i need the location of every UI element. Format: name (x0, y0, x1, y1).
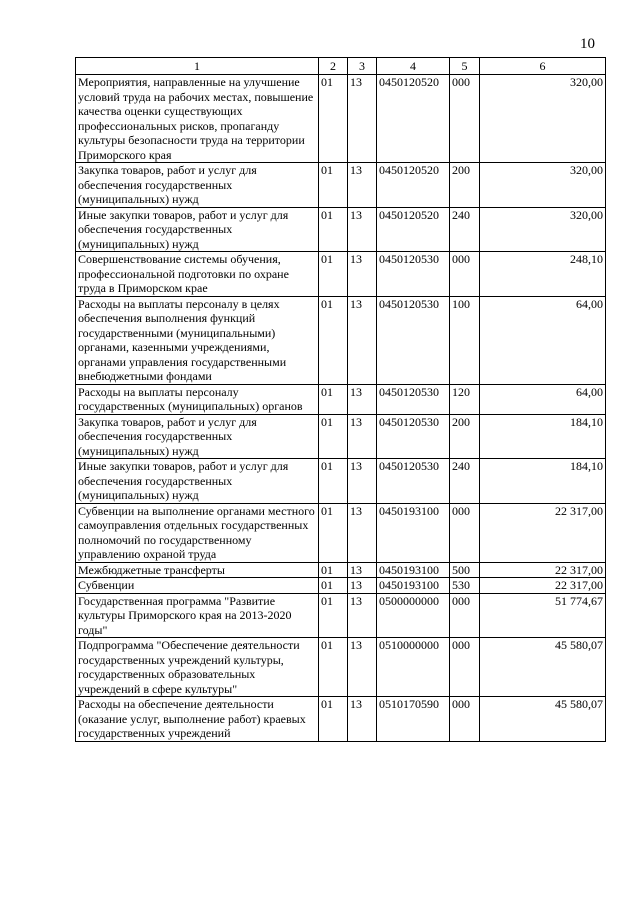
row-amount: 64,00 (480, 296, 606, 384)
row-amount: 184,10 (480, 414, 606, 459)
row-section: 01 (319, 75, 348, 163)
row-amount: 22 317,00 (480, 578, 606, 594)
table-row (76, 75, 606, 163)
row-section: 01 (319, 593, 348, 638)
table-row (76, 697, 606, 742)
row-amount: 320,00 (480, 163, 606, 208)
row-target-article: 0510000000 (377, 638, 450, 697)
table-row (76, 562, 606, 578)
row-name: Субвенции (76, 578, 319, 594)
table-body (76, 75, 606, 742)
row-name: Расходы на выплаты персоналу государственных (муниципальных) органов (76, 384, 319, 414)
row-expense-type: 000 (450, 75, 480, 163)
row-section: 01 (319, 459, 348, 504)
table-row (76, 207, 606, 252)
row-subsection: 13 (348, 163, 377, 208)
row-subsection: 13 (348, 503, 377, 562)
header-row (76, 58, 606, 75)
row-section: 01 (319, 163, 348, 208)
row-section: 01 (319, 252, 348, 297)
table-row (76, 296, 606, 384)
row-name: Закупка товаров, работ и услуг для обеспечения государственных (муниципальных) нужд (76, 414, 319, 459)
row-target-article: 0450120520 (377, 207, 450, 252)
page-number: 10 (580, 36, 595, 52)
row-subsection: 13 (348, 296, 377, 384)
row-expense-type: 240 (450, 207, 480, 252)
row-expense-type: 000 (450, 638, 480, 697)
row-section: 01 (319, 578, 348, 594)
row-target-article: 0450120530 (377, 414, 450, 459)
row-section: 01 (319, 414, 348, 459)
row-expense-type: 000 (450, 593, 480, 638)
row-name: Расходы на выплаты персоналу в целях обеспечения выполнения функций государственными (муниципальными) органами, казенными учреждениями, органами управления государственными внебюджетными фондами (76, 296, 319, 384)
header-col-3: 3 (348, 58, 377, 75)
row-amount: 320,00 (480, 75, 606, 163)
row-expense-type: 100 (450, 296, 480, 384)
row-name: Закупка товаров, работ и услуг для обеспечения государственных (муниципальных) нужд (76, 163, 319, 208)
row-target-article: 0450120530 (377, 252, 450, 297)
header-col-2: 2 (319, 58, 348, 75)
row-subsection: 13 (348, 697, 377, 742)
table-row (76, 459, 606, 504)
row-amount: 64,00 (480, 384, 606, 414)
row-subsection: 13 (348, 75, 377, 163)
row-section: 01 (319, 296, 348, 384)
row-target-article: 0450120530 (377, 384, 450, 414)
row-name: Подпрограмма "Обеспечение деятельности государственных учреждений культуры, государственных образовательных учреждений в сфере культуры" (76, 638, 319, 697)
row-subsection: 13 (348, 459, 377, 504)
header-col-5: 5 (450, 58, 480, 75)
row-amount: 248,10 (480, 252, 606, 297)
row-subsection: 13 (348, 578, 377, 594)
table-row (76, 578, 606, 594)
row-amount: 320,00 (480, 207, 606, 252)
row-subsection: 13 (348, 384, 377, 414)
row-section: 01 (319, 697, 348, 742)
row-expense-type: 240 (450, 459, 480, 504)
table-header (76, 58, 606, 75)
header-col-1: 1 (76, 58, 319, 75)
table-row (76, 414, 606, 459)
row-subsection: 13 (348, 638, 377, 697)
row-target-article: 0450120530 (377, 296, 450, 384)
row-subsection: 13 (348, 593, 377, 638)
row-name: Субвенции на выполнение органами местного самоуправления отдельных государственных полномочий по государственному управлению охраной труда (76, 503, 319, 562)
row-target-article: 0500000000 (377, 593, 450, 638)
row-section: 01 (319, 384, 348, 414)
budget-table (75, 57, 606, 742)
row-subsection: 13 (348, 414, 377, 459)
row-amount: 45 580,07 (480, 697, 606, 742)
row-name: Иные закупки товаров, работ и услуг для обеспечения государственных (муниципальных) нужд (76, 459, 319, 504)
table-row (76, 503, 606, 562)
row-target-article: 0450120520 (377, 75, 450, 163)
row-target-article: 0510170590 (377, 697, 450, 742)
row-name: Иные закупки товаров, работ и услуг для обеспечения государственных (муниципальных) нужд (76, 207, 319, 252)
row-name: Межбюджетные трансферты (76, 562, 319, 578)
row-subsection: 13 (348, 252, 377, 297)
table-row (76, 638, 606, 697)
row-name: Государственная программа "Развитие культуры Приморского края на 2013-2020 годы" (76, 593, 319, 638)
row-expense-type: 000 (450, 252, 480, 297)
row-section: 01 (319, 503, 348, 562)
row-expense-type: 530 (450, 578, 480, 594)
table-row (76, 593, 606, 638)
row-section: 01 (319, 562, 348, 578)
row-amount: 45 580,07 (480, 638, 606, 697)
table-row (76, 163, 606, 208)
row-section: 01 (319, 638, 348, 697)
row-name: Мероприятия, направленные на улучшение условий труда на рабочих местах, повышение качества оценки существующих профессиональных рисков, пропаганду культуры безопасности труда на территории Приморского края (76, 75, 319, 163)
row-amount: 51 774,67 (480, 593, 606, 638)
row-expense-type: 120 (450, 384, 480, 414)
row-amount: 22 317,00 (480, 562, 606, 578)
row-subsection: 13 (348, 207, 377, 252)
row-name: Расходы на обеспечение деятельности (оказание услуг, выполнение работ) краевых государственных учреждений (76, 697, 319, 742)
header-col-6: 6 (480, 58, 606, 75)
row-name: Совершенствование системы обучения, профессиональной подготовки по охране труда в Приморском крае (76, 252, 319, 297)
row-expense-type: 500 (450, 562, 480, 578)
row-expense-type: 000 (450, 503, 480, 562)
table-row (76, 384, 606, 414)
row-target-article: 0450120520 (377, 163, 450, 208)
row-section: 01 (319, 207, 348, 252)
row-expense-type: 200 (450, 163, 480, 208)
row-amount: 22 317,00 (480, 503, 606, 562)
row-target-article: 0450193100 (377, 562, 450, 578)
row-target-article: 0450120530 (377, 459, 450, 504)
row-target-article: 0450193100 (377, 578, 450, 594)
row-target-article: 0450193100 (377, 503, 450, 562)
row-expense-type: 200 (450, 414, 480, 459)
header-col-4: 4 (377, 58, 450, 75)
row-amount: 184,10 (480, 459, 606, 504)
table-row (76, 252, 606, 297)
row-expense-type: 000 (450, 697, 480, 742)
row-subsection: 13 (348, 562, 377, 578)
